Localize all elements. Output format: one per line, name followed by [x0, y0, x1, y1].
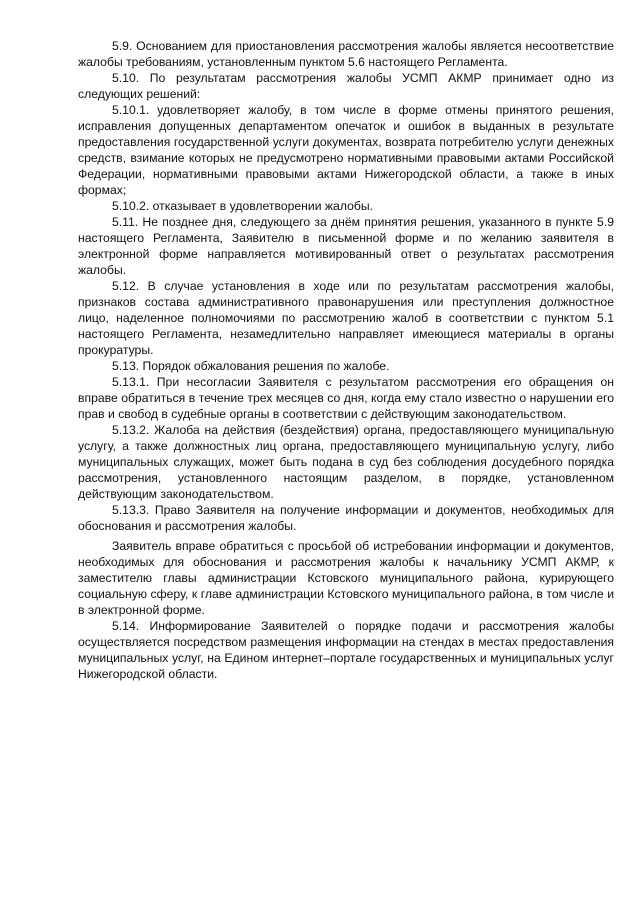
paragraph-5-9: 5.9. Основанием для приостановления рассмотрения жалобы является несоответствие жалобы требованиям, установленным пунктом 5.6 настоящего Регламента. [78, 39, 614, 69]
document-page [78, 38, 614, 682]
paragraph-5-10: 5.10. По результатам рассмотрения жалобы УСМП АКМР принимает одно из следующих решений: [78, 71, 614, 101]
paragraph-5-13-2: 5.13.2. Жалоба на действия (бездействия) органа, предоставляющего муниципальную услугу, а также должностных лиц органа, предоставляющего муниципальную услугу, либо муниципальных служащих, может быть подана в суд без соблюдения досудебного порядка рассмотрения, установленного настоящим разделом, в порядке, установленном действующим законодательством. [78, 423, 614, 501]
paragraph-5-10-2: 5.10.2. отказывает в удовлетворении жалобы. [112, 199, 373, 213]
paragraph-5-13-3: 5.13.3. Право Заявителя на получение информации и документов, необходимых для обоснования и рассмотрения жалобы. [78, 503, 614, 533]
paragraph-5-13: 5.13. Порядок обжалования решения по жалобе. [112, 359, 390, 373]
paragraph-applicant-request: Заявитель вправе обратиться с просьбой об истребовании информации и документов, необходимых для обоснования и рассмотрения жалобы к начальнику УСМП АКМР, к заместителю главы администрации Кстовского муниципального района, курирующего социальную сферу, к главе администрации Кстовского муниципального района, в том числе и в электронной форме. [78, 539, 614, 617]
paragraph-5-14: 5.14. Информирование Заявителей о порядке подачи и рассмотрения жалобы осуществляется посредством размещения информации на стендах в местах предоставления муниципальных услуг, на Едином интернет–портале государственных и муниципальных услуг Нижегородской области. [78, 619, 614, 681]
paragraph-5-12: 5.12. В случае установления в ходе или по результатам рассмотрения жалобы, признаков состава административного правонарушения или преступления должностное лицо, наделенное полномочиями по рассмотрению жалоб в соответствии с пунктом 5.1 настоящего Регламента, незамедлительно направляет имеющиеся материалы в органы прокуратуры. [78, 279, 614, 357]
paragraph-5-10-1: 5.10.1. удовлетворяет жалобу, в том числе в форме отмены принятого решения, исправления допущенных департаментом опечаток и ошибок в выданных в результате предоставления государственной услуги документах, возврата потребителю услуги денежных средств, взимание которых не предусмотрено нормативными правовыми актами Российской Федерации, нормативными правовыми актами Нижегородской области, а также в иных формах; [78, 103, 614, 197]
paragraph-5-11: 5.11. Не позднее дня, следующего за днём принятия решения, указанного в пункте 5.9 настоящего Регламента, Заявителю в письменной форме и по желанию заявителя в электронной форме направляется мотивированный ответ о результатах рассмотрения жалобы. [78, 215, 614, 277]
paragraph-5-13-1: 5.13.1. При несогласии Заявителя с результатом рассмотрения его обращения он вправе обратиться в течение трех месяцев со дня, когда ему стало известно о нарушении его прав и свобод в судебные органы в соответствии с действующим законодательством. [78, 375, 614, 421]
